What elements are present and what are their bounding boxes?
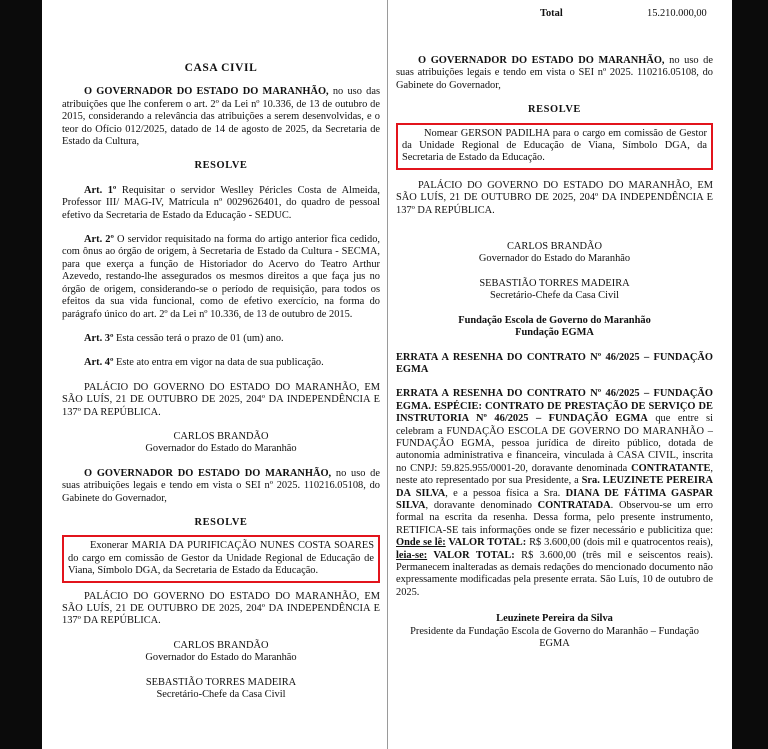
signature-name-1: CARLOS BRANDÃO — [173, 430, 269, 442]
signature-name-2: CARLOS BRANDÃO — [173, 639, 269, 651]
errata-heading: ERRATA A RESENHA DO CONTRATO Nº 46/2025 – FUNDAÇÃO EGMA — [396, 351, 713, 375]
signature-name-3: SEBASTIÃO TORRES MADEIRA — [145, 676, 297, 688]
total-label: Total — [540, 8, 563, 19]
palace-dateline-3: PALÁCIO DO GOVERNO DO ESTADO DO MARANHÃO, EM SÃO LUÍS, 21 DE OUTUBRO DE 2025, 204º DA INDEPENDÊNCIA E 137º DA REPÚBLICA. — [396, 179, 713, 216]
gazette-page — [42, 0, 732, 749]
left-column — [62, 0, 380, 701]
signature-role-2: Governador do Estado do Maranhão — [145, 652, 297, 664]
section-title: CASA CIVIL — [184, 62, 258, 74]
resolve-heading-1: RESOLVE — [194, 160, 248, 172]
signature-role-4: Governador do Estado do Maranhão — [478, 253, 631, 265]
highlight-box-appointment — [396, 123, 713, 170]
highlight-box-exoneration — [62, 535, 380, 582]
org-subtitle: Fundação EGMA — [515, 327, 594, 339]
article-3: Art. 3º Esta cessão terá o prazo de 01 (um) ano. — [84, 332, 284, 344]
org-title: Fundação Escola de Governo do Maranhão — [458, 314, 651, 326]
decree-3-preamble: O GOVERNADOR DO ESTADO DO MARANHÃO, no uso de suas atribuições legais e tendo em vista o SEI nº 2025. 110216.05108, do Gabinete do Governador, — [396, 55, 713, 91]
signature-role-1: Governador do Estado do Maranhão — [145, 443, 297, 455]
palace-dateline-2: PALÁCIO DO GOVERNO DO ESTADO DO MARANHÃO, EM SÃO LUÍS, 21 DE OUTUBRO DE 2025, 204º DA INDEPENDÊNCIA E 137º DA REPÚBLICA. — [62, 590, 380, 627]
decree-2-governor: O GOVERNADOR DO ESTADO DO MARANHÃO, — [84, 467, 332, 479]
signature-role-5: Secretário-Chefe da Casa Civil — [490, 290, 619, 302]
article-2: Art. 2º O servidor requisitado na forma do artigo anterior fica cedido, com ônus ao órgão de origem, à Secretaria de Estado da Cultura - SECMA, para que exerça a função de Historiador do Acervo do Teatro Arthur Azevedo, restando-lhe assegurados os mesmos direitos a que faça jus no órgão de origem, considerando-se o período de requisição, para todos os efeitos da sua vida funcional, como de efetivo exercício, na forma do parágrafo único do art. 2º da Lei nº 10.336, de 13 de outubro de 2015. — [62, 234, 380, 320]
column-divider — [387, 0, 388, 749]
decree-1-preamble: O GOVERNADOR DO ESTADO DO MARANHÃO, no uso das atribuições que lhe conferem o art. 2º da Lei nº 10.336, de 13 de outubro de 2015, considerando a relevância das atribuições a serem desenvolvidas, e o teor do Ofício 012/2025, datado de 14 de agosto de 2025, da Secretaria de Estado da Cultura, — [62, 86, 380, 148]
decree-2-preamble: O GOVERNADOR DO ESTADO DO MARANHÃO, no uso de suas atribuições legais e tendo em vista o SEI nº 2025. 110216.05108, do Gabinete do Governador, — [62, 467, 380, 504]
signature-name-6: Leuzinete Pereira da Silva — [496, 613, 613, 625]
article-1: Art. 1º Requisitar o servidor Weslley Péricles Costa de Almeida, Professor III/ MAG-IV, Matrícula nº 0029626401, do quadro de pessoal efetivo da Secretaria de Estado da Educação - SEDUC. — [62, 184, 380, 221]
errata-body: ERRATA A RESENHA DO CONTRATO Nº 46/2025 – FUNDAÇÃO EGMA. ESPÉCIE: CONTRATO DE PRESTAÇÃO DE SERVIÇO DE INSTRUTORIA Nº 46/2025 – FUNDAÇÃO EGMA que entre si celebram a FUNDAÇÃO ESCOLA DE GOVERNO DO MARANHÃO – FUNDAÇÃO EGMA, pessoa jurídica de direito público, dotada de autonomia administrativa e financeira, vinculada à CASA CIVIL, inscrita no CNPJ: 59.825.955/0001-20, doravante denominada CONTRATANTE, neste ato representado por sua Presidente, a Sra. LEUZINETE PEREIRA DA SILVA, e a pessoa física a Sra. DIANA DE FÁTIMA GASPAR SILVA, doravante denominado CONTRATADA. Observou-se um erro formal na escrita da resenha. Dessa forma, pelo presente instrumento, RETIFICA-SE tais informações onde se fizer necessário e publicitiza que: Onde se lê: VALOR TOTAL: R$ 3.600,00 (dois mil e quatrocentos reais), leia-se: VALOR TOTAL: R$ 3.600,00 (três mil e seiscentos reais). Permanecem inalteradas as demais redações do mencionado documento não expressamente modificadas pela presente errata. São Luís, 10 de outubro de 2025. — [396, 388, 714, 598]
article-4: Art. 4º Este ato entra em vigor na data de sua publicação. — [84, 357, 324, 369]
resolve-heading-3: RESOLVE — [528, 104, 581, 116]
right-column — [396, 0, 713, 650]
signature-role-3: Secretário-Chefe da Casa Civil — [156, 689, 286, 701]
resolve-heading-2: RESOLVE — [194, 516, 248, 528]
decree-3-governor: O GOVERNADOR DO ESTADO DO MARANHÃO, — [418, 55, 665, 66]
appointment-text: Nomear GERSON PADILHA para o cargo em comissão de Gestor da Unidade Regional de Educação de Viana, Símbolo DGA, da Secretaria de Estado da Educação. — [402, 127, 707, 164]
total-value: 15.210.000,00 — [647, 8, 707, 19]
decree-1-governor: O GOVERNADOR DO ESTADO DO MARANHÃO, — [84, 86, 329, 98]
signature-name-5: SEBASTIÃO TORRES MADEIRA — [479, 277, 630, 289]
exoneration-text: Exonerar MARIA DA PURIFICAÇÃO NUNES COSTA SOARES do cargo em comissão de Gestor da Unidade Regional de Educação de Viana, Símbolo DGA, da Secretaria de Estado da Educação. — [68, 540, 374, 577]
signature-name-4: CARLOS BRANDÃO — [507, 241, 602, 253]
palace-dateline-1: PALÁCIO DO GOVERNO DO ESTADO DO MARANHÃO, EM SÃO LUÍS, 21 DE OUTUBRO DE 2025, 204º DA INDEPENDÊNCIA E 137º DA REPÚBLICA. — [62, 381, 380, 418]
signature-role-6: Presidente da Fundação Escola de Governo do Maranhão – Fundação EGMA — [410, 625, 699, 650]
